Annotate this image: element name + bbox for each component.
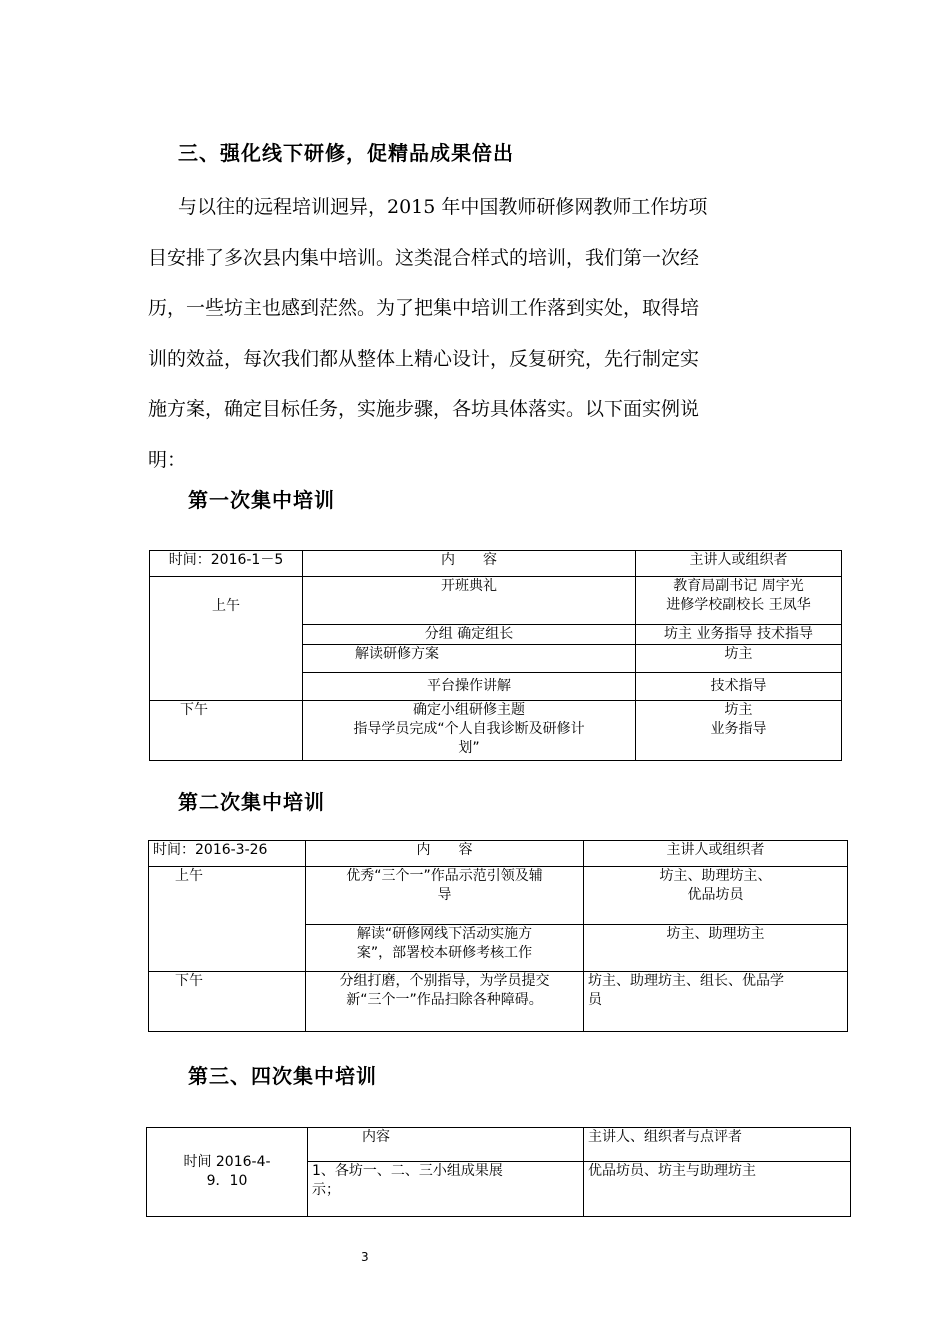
- presenter-cell: 坊主: [636, 645, 842, 673]
- session2-table: [148, 840, 848, 1032]
- section-heading: 三、强化线下研修，促精品成果倍出: [178, 141, 514, 165]
- paragraph-line: 明：: [148, 448, 187, 471]
- presenter-cell: 坊主 业务指导: [636, 701, 842, 761]
- paragraph-line: 历，一些坊主也感到茫然。为了把集中培训工作落到实处，取得培: [148, 297, 700, 319]
- presenter-cell: 坊主 业务指导 技术指导: [636, 625, 842, 645]
- content-cell: 确定小组研修主题 指导学员完成“个人自我诊断及研修计 划”: [303, 701, 636, 761]
- presenter-header: 主讲人、组织者与点评者: [584, 1128, 851, 1162]
- session3-title: 第三、四次集中培训: [188, 1064, 377, 1088]
- content-cell: 优秀“三个一”作品示范引领及辅 导: [306, 867, 584, 925]
- content-header: 内容: [308, 1128, 584, 1162]
- table-header-row: [149, 841, 848, 867]
- time-header: 时间：2016-3-26: [149, 841, 306, 867]
- time-header: 时间：2016-1－5: [150, 551, 303, 577]
- pm-label: 下午: [149, 972, 306, 1032]
- content-header: 内 容: [303, 551, 636, 577]
- page-number: 3: [361, 1250, 369, 1264]
- content-cell: 解读研修方案: [303, 645, 636, 673]
- session3-table: [146, 1127, 851, 1217]
- intro-paragraph: [148, 182, 808, 485]
- table-row: [149, 867, 848, 925]
- content-cell: 解读“研修网线下活动实施方 案”，部署校本研修考核工作: [306, 925, 584, 972]
- time-cell: 时间 2016-4- 9．10: [147, 1128, 308, 1217]
- paragraph-line: 与以往的远程培训迥异，2015 年中国教师研修网教师工作坊项: [178, 196, 708, 218]
- content-cell: 分组 确定组长: [303, 625, 636, 645]
- table-row: [150, 701, 842, 761]
- table-row: [150, 577, 842, 625]
- table-header-row: [147, 1128, 851, 1162]
- table-header-row: [150, 551, 842, 577]
- presenter-cell: 技术指导: [636, 673, 842, 701]
- presenter-cell: 坊主、助理坊主、 优品坊员: [584, 867, 848, 925]
- content-cell: 开班典礼: [303, 577, 636, 625]
- content-cell: 平台操作讲解: [303, 673, 636, 701]
- session1-title: 第一次集中培训: [188, 488, 335, 512]
- session1-table: [149, 550, 842, 761]
- am-label: 上午: [149, 867, 306, 972]
- content-cell: 分组打磨，个别指导，为学员提交 新“三个一”作品扫除各种障碍。: [306, 972, 584, 1032]
- content-cell: 1、各坊一、二、三小组成果展 示；: [308, 1162, 584, 1217]
- pm-label: 下午: [150, 701, 303, 761]
- session2-title: 第二次集中培训: [178, 790, 325, 814]
- paragraph-line: 施方案，确定目标任务，实施步骤，各坊具体落实。以下面实例说: [148, 398, 700, 420]
- paragraph-line: 训的效益，每次我们都从整体上精心设计，反复研究，先行制定实: [148, 347, 700, 370]
- paragraph-line: 目安排了多次县内集中培训。这类混合样式的培训，我们第一次经: [148, 246, 700, 269]
- presenter-cell: 坊主、助理坊主: [584, 925, 848, 972]
- table-row: [149, 972, 848, 1032]
- presenter-cell: 优品坊员、坊主与助理坊主: [584, 1162, 851, 1217]
- presenter-header: 主讲人或组织者: [584, 841, 848, 867]
- presenter-cell: 坊主、助理坊主、组长、优品学 员: [584, 972, 848, 1032]
- presenter-header: 主讲人或组织者: [636, 551, 842, 577]
- am-label: 上午: [150, 577, 303, 701]
- presenter-cell: 教育局副书记 周宇光 进修学校副校长 王凤华: [636, 577, 842, 625]
- content-header: 内 容: [306, 841, 584, 867]
